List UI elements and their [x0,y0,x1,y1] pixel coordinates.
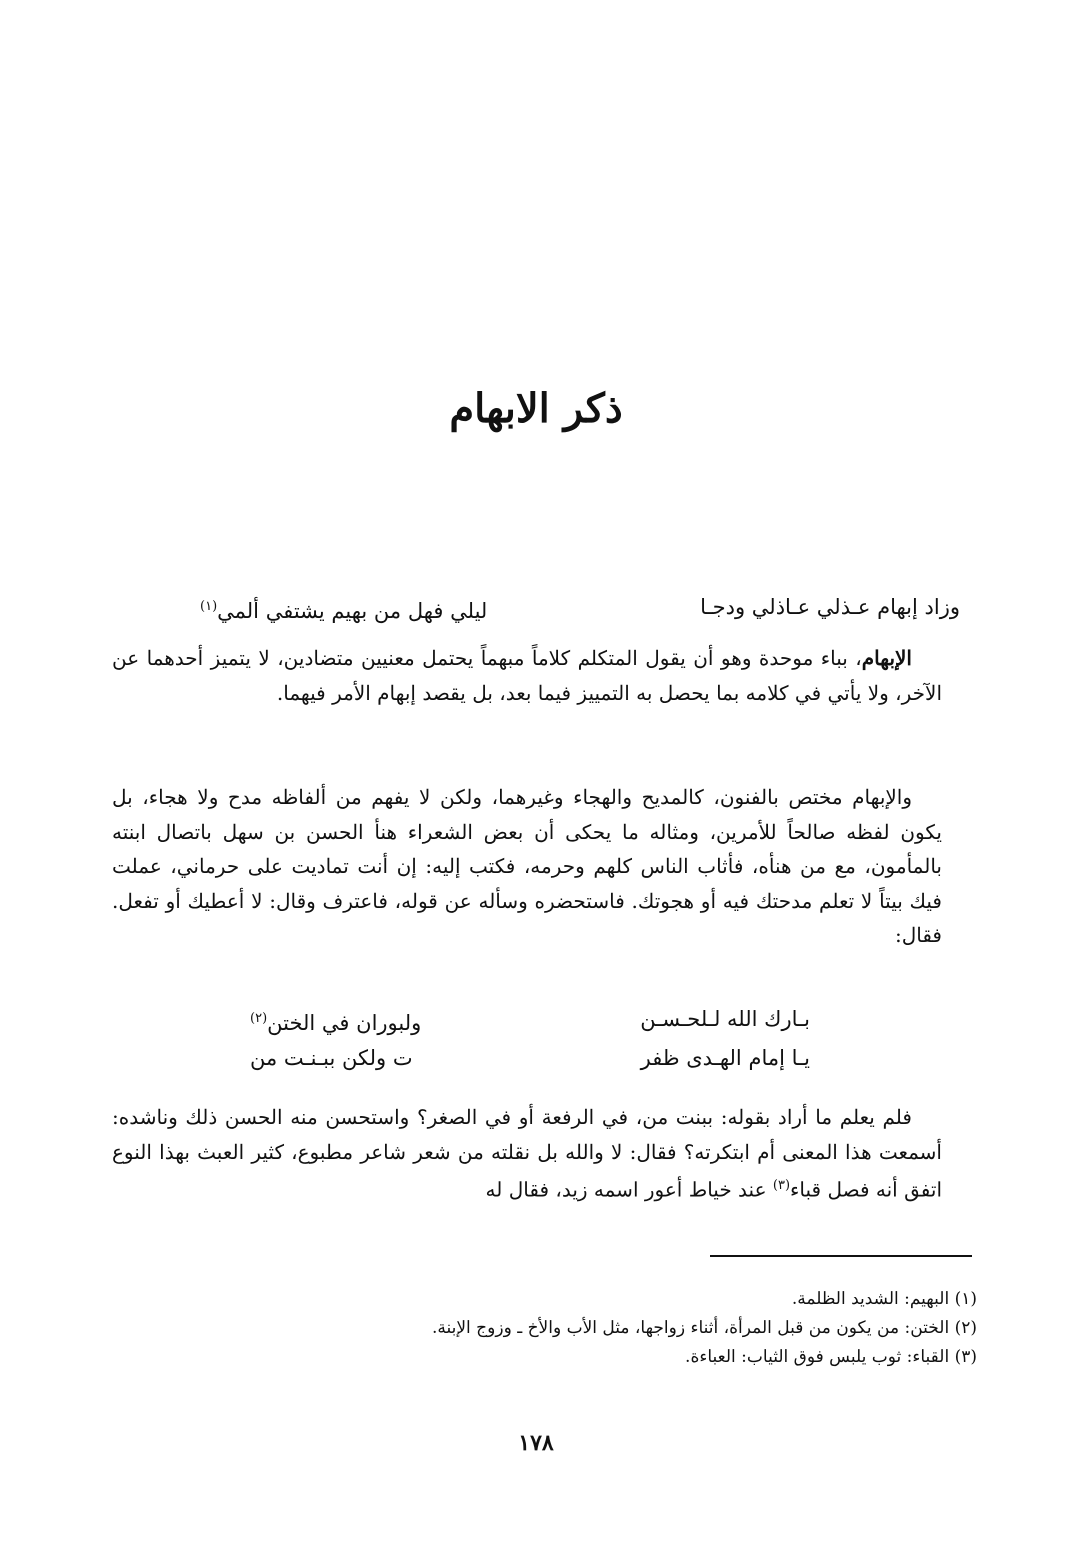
paragraph-example: والإبهام مختص بالفنون، كالمديح والهجاء وغيرهما، ولكن لا يفهم من ألفاظه مدح ولا هجاء، بل يكون لفظه صالحاً للأمرين، ومثاله ما يحكى أن بعض الشعراء هنأ الحسن بن سهل باتصال ابنته بالمأمون، مع من هنأه، فأثاب الناس كلهم وحرمه، فكتب إليه: إن أنت تماديت على حرماني، عملت فيك بيتاً لا تعلم مدحتك فيه أو هجوتك. فاستحضره وسأله عن قوله، فاعترف وقال: لا أعطيك أو تفعل. فقال: [112,785,942,947]
footnote-item: (٢) الختن: من يكون من قبل المرأة، أثناء زواجها، مثل الأب والأخ ـ وزوج الإبنة. [431,1318,977,1338]
verse-hemistich-second: ت ولكن ببـنـت من [250,1046,413,1070]
verse-hemistich-first: وزاد إبهام عـذلي عـاذلي ودجـا [700,595,960,619]
verse-hemistich-first: بـارك الله لـلحـسـن [640,1007,810,1031]
verse-hemistich-first: يـا إمام الهـدى ظفر [640,1046,810,1070]
term-heading: الإبهام [861,646,912,670]
footnote-item: (١) البهيم: الشديد الظلمة. [791,1289,977,1309]
footnote-divider [710,1255,972,1257]
verse-hemistich-second: ولبوران في الختن$^{(٢)}$ [250,1011,422,1035]
footnote-ref: (٢) [250,1011,268,1026]
footnotes [117,1285,977,1372]
page-number: ١٧٨ [518,1430,554,1456]
verse-line [250,1000,810,1038]
footnote-item: (٣) القباء: ثوب يلبس فوق الثياب: العباءة. [685,1347,977,1367]
verse-hemistich-second: ليلي فهل من بهيم يشتفي ألمي$^{(١)}$ [200,599,488,623]
paragraph-definition: الإبهام، بباء موحدة وهو أن يقول المتكلم كلاماً مبهماً يحتمل معنيين متضادين، لا يتميز أحدهما عن الآخر، ولا يأتي في كلامه بما يحصل به التمييز فيما بعد، بل يقصد إبهام الأمر فيهما. [112,646,942,705]
paragraph-continuation: فلم يعلم ما أراد بقوله: ببنت من، في الرفعة أو في الصغر؟ واستحسن منه الحسن ذلك وناشده: أسمعت هذا المعنى أم ابتكرته؟ فقال: لا والله بل نقلته من شعر شاعر مطبوع، كثير العبث بهذا النوع اتفق أنه فصل قباء$^{(٣)}$ عند خياط أعور اسمه زيد، فقال له [112,1105,942,1202]
footnote-ref: (١) [200,599,218,614]
footnote-ref: (٣) [772,1178,791,1193]
verse-line [200,588,960,626]
chapter-title: ذكر الابهام [449,385,623,432]
verse-line [250,1039,810,1077]
